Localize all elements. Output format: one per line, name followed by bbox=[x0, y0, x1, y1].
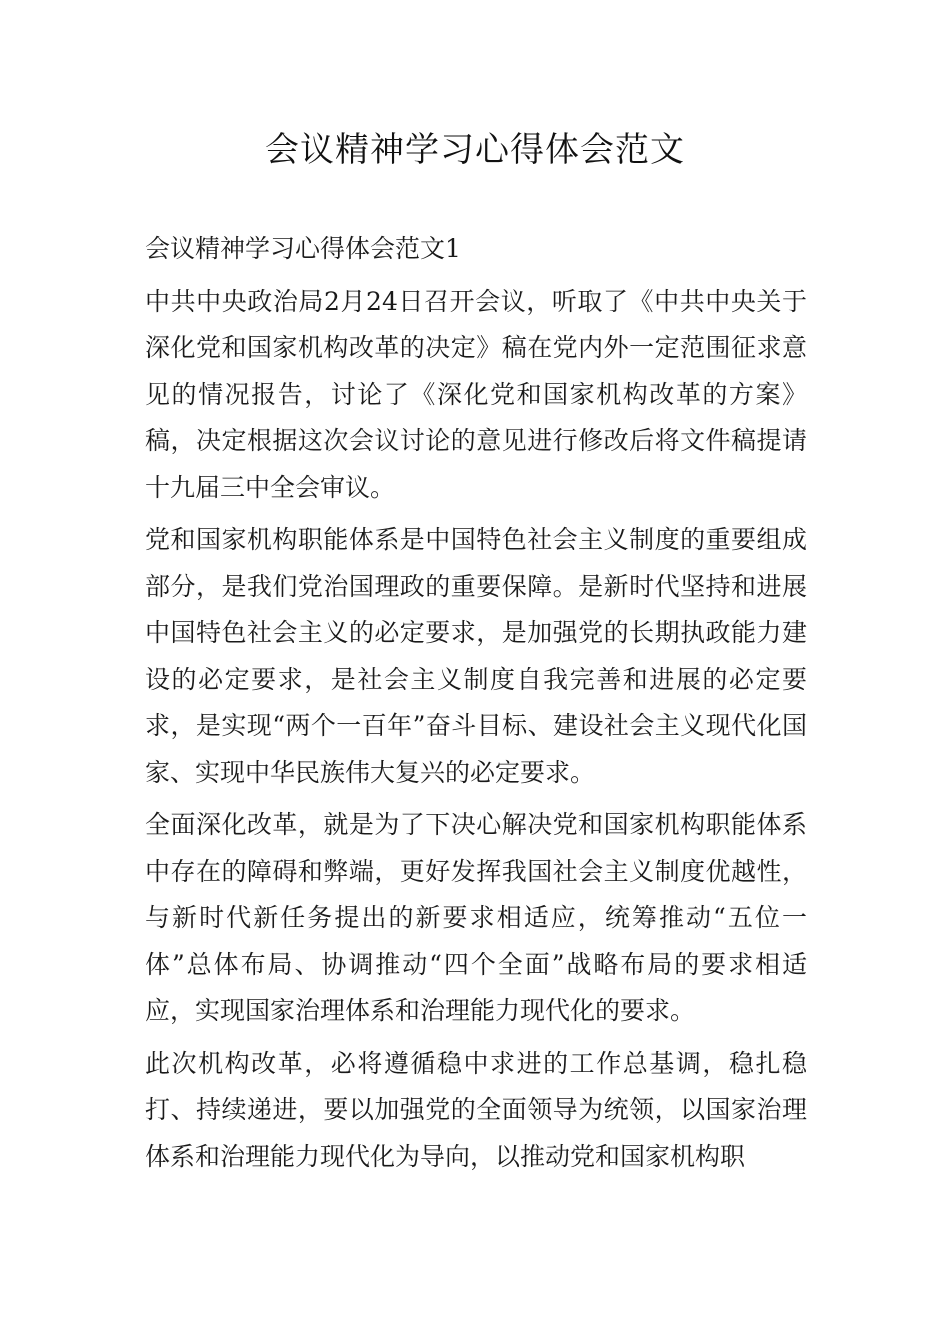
paragraph-2: 党和国家机构职能体系是中国特色社会主义制度的重要组成部分，是我们党治国理政的重要保障。是新时代坚持和进展中国特色社会主义的必定要求，是加强党的长期执政能力建设的必定要求，是社会主义制度自我完善和进展的必定要求，是实现“两个一百年”奋斗目标、建设社会主义现代化国家、实现中华民族伟大复兴的必定要求。 bbox=[145, 525, 807, 787]
section-subtitle: 会议精神学习心得体会范文1 bbox=[145, 234, 461, 263]
paragraph-1: 中共中央政治局2月24日召开会议，听取了《中共中央关于深化党和国家机构改革的决定》稿在党内外一定范围征求意见的情况报告，讨论了《深化党和国家机构改革的方案》稿，决定根据这次会议讨论的意见进行修改后将文件稿提请十九届三中全会审议。 bbox=[145, 286, 807, 502]
document-body bbox=[145, 226, 807, 1186]
paragraph-4: 此次机构改革，必将遵循稳中求进的工作总基调，稳扎稳打、持续递进，要以加强党的全面领导为统领，以国家治理体系和治理能力现代化为导向，以推动党和国家机构职 bbox=[145, 1048, 807, 1171]
paragraph-3: 全面深化改革，就是为了下决心解决党和国家机构职能体系中存在的障碍和弊端，更好发挥我国社会主义制度优越性，与新时代新任务提出的新要求相适应，统筹推动“五位一体”总体布局、协调推动“四个全面”战略布局的要求相适应，实现国家治理体系和治理能力现代化的要求。 bbox=[145, 810, 807, 1025]
document-title: 会议精神学习心得体会范文 bbox=[265, 130, 685, 170]
